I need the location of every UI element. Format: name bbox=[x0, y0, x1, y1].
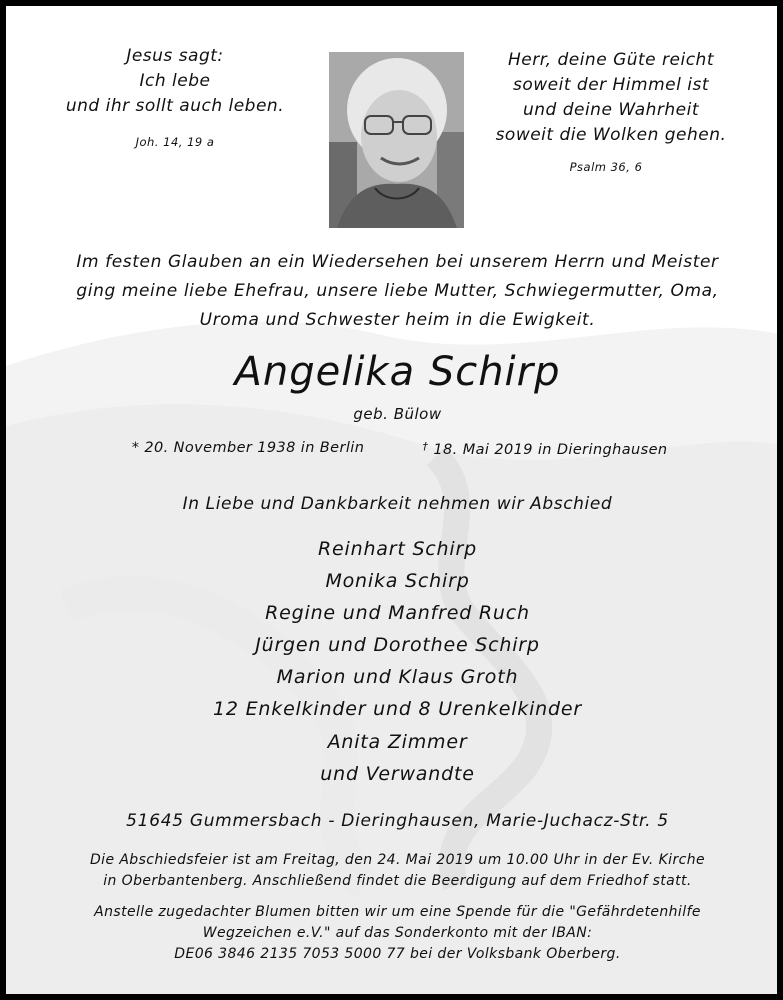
verse-right-reference: Psalm 36, 6 bbox=[569, 160, 643, 174]
ceremony-info bbox=[16, 850, 779, 892]
family-member: 12 Enkelkinder und 8 Urenkelkinder bbox=[213, 698, 582, 720]
death-date-text: 18. Mai 2019 in Dieringhausen bbox=[433, 442, 668, 458]
verse-left-line: Jesus sagt: bbox=[126, 46, 224, 66]
address: 51645 Gummersbach - Dieringhausen, Marie-Juchacz-Str. 5 bbox=[126, 811, 669, 831]
deceased-name: Angelika Schirp bbox=[234, 349, 561, 395]
cross-icon: † bbox=[422, 440, 429, 453]
donation-line: Anstelle zugedachter Blumen bitten wir um eine Spende für die "Gefährdetenhilfe bbox=[94, 904, 701, 920]
ceremony-line: in Oberbantenberg. Anschließend findet die Beerdigung auf dem Friedhof statt. bbox=[103, 873, 692, 889]
family-member: Marion und Klaus Groth bbox=[276, 666, 519, 688]
death-date bbox=[412, 440, 678, 458]
intro-line: Im festen Glauben an ein Wiedersehen bei unserem Herrn und Meister bbox=[76, 252, 719, 272]
verse-right bbox=[476, 48, 746, 148]
intro-line: Uroma und Schwester heim in die Ewigkeit. bbox=[199, 310, 596, 330]
farewell-line: In Liebe und Dankbarkeit nehmen wir Abschied bbox=[182, 494, 613, 514]
family-member: Monika Schirp bbox=[325, 570, 470, 592]
intro-line: ging meine liebe Ehefrau, unsere liebe Mutter, Schwiegermutter, Oma, bbox=[76, 281, 719, 301]
verse-right-line: und deine Wahrheit bbox=[522, 100, 700, 120]
family-member: Reinhart Schirp bbox=[318, 538, 477, 560]
maiden-name: geb. Bülow bbox=[353, 405, 442, 423]
verse-right-line: Herr, deine Güte reicht bbox=[507, 50, 714, 70]
family-member: und Verwandte bbox=[320, 763, 475, 785]
donation-line: Wegzeichen e.V." auf das Sonderkonto mit der IBAN: bbox=[202, 925, 593, 941]
verse-left bbox=[50, 44, 300, 119]
verse-left-line: Ich lebe bbox=[139, 71, 211, 91]
portrait-photo bbox=[329, 52, 464, 228]
verse-right-line: soweit der Himmel ist bbox=[512, 75, 709, 95]
family-member: Anita Zimmer bbox=[327, 731, 468, 753]
verse-left-line: und ihr sollt auch leben. bbox=[65, 96, 285, 116]
family-member: Regine und Manfred Ruch bbox=[265, 602, 530, 624]
donation-line: DE06 3846 2135 7053 5000 77 bei der Volksbank Oberberg. bbox=[174, 946, 621, 962]
verse-right-line: soweit die Wolken gehen. bbox=[495, 125, 727, 145]
ceremony-line: Die Abschiedsfeier ist am Freitag, den 24. Mai 2019 um 10.00 Uhr in der Ev. Kirche bbox=[89, 852, 705, 868]
family-member: Jürgen und Dorothee Schirp bbox=[255, 634, 540, 656]
verse-left-reference: Joh. 14, 19 a bbox=[135, 135, 215, 149]
intro-text bbox=[26, 248, 769, 335]
donation-info bbox=[16, 902, 779, 965]
birth-date: * 20. November 1938 in Berlin bbox=[131, 440, 365, 456]
portrait-icon bbox=[329, 52, 464, 228]
